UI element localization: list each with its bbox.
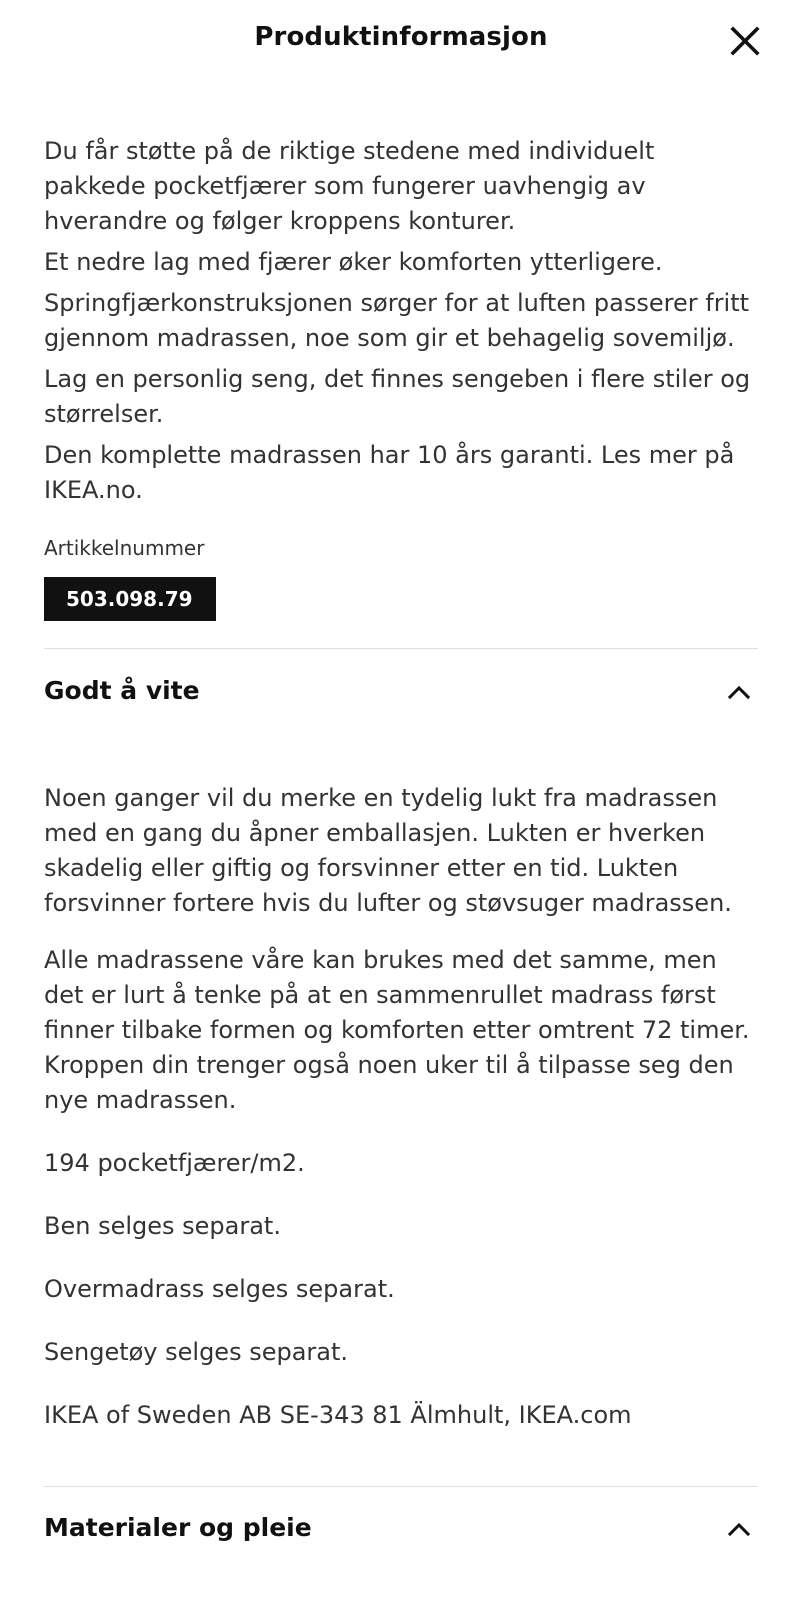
section-title: Materialer og pleie [44,1513,312,1542]
info-paragraph: Alle madrassene våre kan brukes med det samme, men det er lurt å tenke på at en sammenrullet madrass først finner tilbake formen og komforten etter omtrent 72 timer. Kroppen din trenger også noen uker til å tilpasse seg den nye madrassen. [44,946,750,1114]
article-number-badge: 503.098.79 [44,577,216,621]
section-good-to-know-content [44,781,760,1433]
info-paragraph: IKEA of Sweden AB SE-343 81 Älmhult, IKEA.com [44,1401,632,1429]
divider [44,1486,758,1487]
divider [44,648,758,649]
chevron-up-icon[interactable] [726,680,752,706]
chevron-up-icon[interactable] [726,1517,752,1543]
info-paragraph: Ben selges separat. [44,1212,281,1240]
product-description [44,134,760,621]
description-paragraph: Du får støtte på de riktige stedene med individuelt pakkede pocketfjærer som fungerer uavhengig av hverandre og følger kroppens konturer. [44,137,655,235]
page-title: Produktinformasjon [254,22,548,52]
description-paragraph: Springfjærkonstruksjonen sørger for at luften passerer fritt gjennom madrassen, noe som gir et behagelig sovemiljø. [44,289,750,352]
modal-header [0,0,802,84]
section-good-to-know-toggle[interactable] [44,672,758,712]
info-paragraph: Overmadrass selges separat. [44,1275,395,1303]
description-paragraph: Et nedre lag med fjærer øker komforten ytterligere. [44,248,663,276]
description-paragraph: Den komplette madrassen har 10 års garanti. Les mer på IKEA.no. [44,441,735,504]
info-paragraph: Sengetøy selges separat. [44,1338,349,1366]
close-button[interactable] [728,24,762,58]
info-paragraph: Noen ganger vil du merke en tydelig lukt fra madrassen med en gang du åpner emballasjen. Lukten er hverken skadelig eller giftig og forsvinner etter en tid. Lukten forsvinner fortere hvis du lufter og støvsuger madrassen. [44,784,732,917]
close-icon[interactable] [728,24,762,58]
article-number-label: Artikkelnummer [44,536,205,560]
info-paragraph: 194 pocketfjærer/m2. [44,1149,305,1177]
section-title: Godt å vite [44,676,200,705]
description-paragraph: Lag en personlig seng, det finnes sengeben i flere stiler og størrelser. [44,365,751,428]
section-materials-toggle[interactable] [44,1509,758,1549]
